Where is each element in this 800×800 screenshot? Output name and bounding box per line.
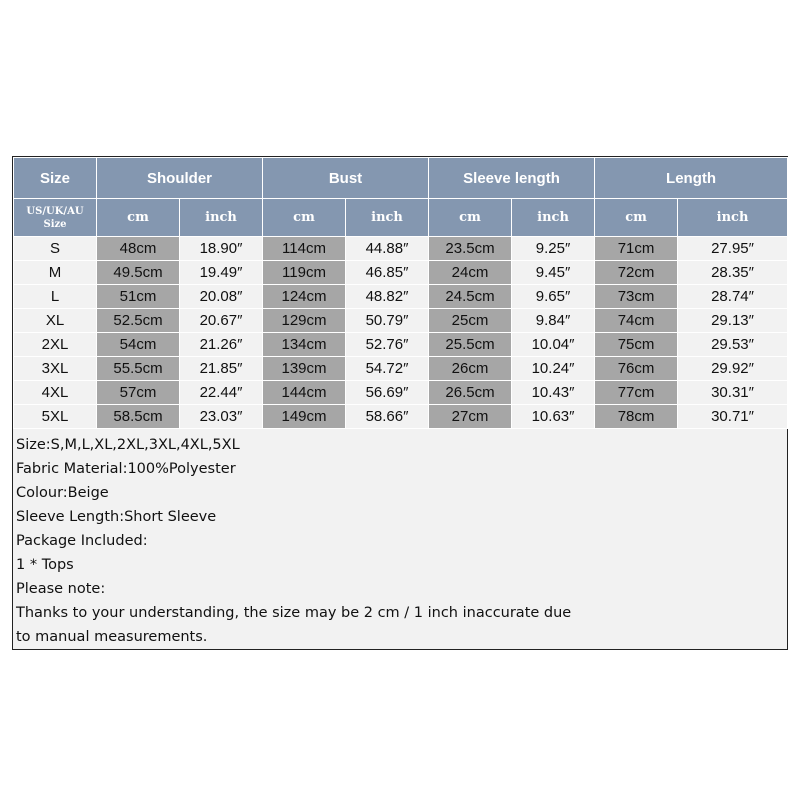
header-bust: Bust — [263, 158, 429, 199]
cell-sleeve-inch: 10.24″ — [512, 357, 595, 381]
note-line: 1 * Tops — [16, 557, 74, 573]
unit-sleeve-inch: inch — [512, 199, 595, 237]
cell-sleeve-cm: 23.5cm — [429, 237, 512, 261]
header-size: Size — [14, 158, 97, 199]
cell-bust-cm: 124cm — [263, 285, 346, 309]
table-row — [14, 309, 788, 333]
cell-bust-inch: 54.72″ — [346, 357, 429, 381]
cell-shoulder-inch: 23.03″ — [180, 405, 263, 429]
cell-shoulder-cm: 57cm — [97, 381, 180, 405]
cell-length-cm: 75cm — [595, 333, 678, 357]
cell-length-inch: 29.92″ — [678, 357, 788, 381]
note-line: Thanks to your understanding, the size may be 2 cm / 1 inch inaccurate due — [16, 605, 572, 621]
cell-length-cm: 76cm — [595, 357, 678, 381]
cell-sleeve-inch: 10.63″ — [512, 405, 595, 429]
unit-bust-inch: inch — [346, 199, 429, 237]
cell-sleeve-inch: 9.25″ — [512, 237, 595, 261]
note-line: Colour:Beige — [16, 485, 109, 501]
cell-shoulder-inch: 19.49″ — [180, 261, 263, 285]
cell-length-inch: 30.71″ — [678, 405, 788, 429]
header-region: US/UK/AU — [26, 205, 84, 217]
cell-bust-cm: 119cm — [263, 261, 346, 285]
unit-shoulder-cm: cm — [97, 199, 180, 237]
cell-bust-cm: 139cm — [263, 357, 346, 381]
cell-sleeve-inch: 9.84″ — [512, 309, 595, 333]
cell-sleeve-cm: 25.5cm — [429, 333, 512, 357]
cell-shoulder-cm: 52.5cm — [97, 309, 180, 333]
cell-size-label: XL — [14, 309, 97, 333]
table-row — [14, 333, 788, 357]
cell-shoulder-inch: 18.90″ — [180, 237, 263, 261]
cell-length-cm: 73cm — [595, 285, 678, 309]
table-row — [14, 381, 788, 405]
cell-sleeve-inch: 9.45″ — [512, 261, 595, 285]
cell-size-label: 5XL — [14, 405, 97, 429]
table-row — [14, 285, 788, 309]
cell-sleeve-cm: 27cm — [429, 405, 512, 429]
cell-size-label: L — [14, 285, 97, 309]
cell-shoulder-inch: 22.44″ — [180, 381, 263, 405]
cell-bust-inch: 50.79″ — [346, 309, 429, 333]
cell-bust-cm: 149cm — [263, 405, 346, 429]
size-table — [13, 157, 788, 429]
cell-length-cm: 77cm — [595, 381, 678, 405]
cell-length-inch: 29.53″ — [678, 333, 788, 357]
header-region-size-label: Size — [43, 218, 67, 230]
header-shoulder: Shoulder — [97, 158, 263, 199]
cell-shoulder-inch: 20.08″ — [180, 285, 263, 309]
cell-sleeve-cm: 26cm — [429, 357, 512, 381]
cell-bust-inch: 56.69″ — [346, 381, 429, 405]
cell-shoulder-cm: 49.5cm — [97, 261, 180, 285]
cell-length-inch: 30.31″ — [678, 381, 788, 405]
cell-length-cm: 72cm — [595, 261, 678, 285]
cell-length-cm: 74cm — [595, 309, 678, 333]
cell-bust-cm: 129cm — [263, 309, 346, 333]
cell-bust-inch: 52.76″ — [346, 333, 429, 357]
size-rows — [14, 237, 788, 429]
cell-sleeve-inch: 9.65″ — [512, 285, 595, 309]
table-row — [14, 261, 788, 285]
cell-bust-inch: 48.82″ — [346, 285, 429, 309]
cell-size-label: S — [14, 237, 97, 261]
header-row-units — [14, 199, 788, 237]
table-row — [14, 357, 788, 381]
unit-sleeve-cm: cm — [429, 199, 512, 237]
cell-sleeve-cm: 24cm — [429, 261, 512, 285]
cell-shoulder-cm: 51cm — [97, 285, 180, 309]
cell-shoulder-cm: 54cm — [97, 333, 180, 357]
cell-size-label: M — [14, 261, 97, 285]
note-line: Please note: — [16, 581, 106, 597]
product-notes — [16, 433, 776, 649]
cell-sleeve-cm: 26.5cm — [429, 381, 512, 405]
unit-length-inch: inch — [678, 199, 788, 237]
header-length: Length — [595, 158, 788, 199]
cell-sleeve-cm: 24.5cm — [429, 285, 512, 309]
cell-bust-cm: 144cm — [263, 381, 346, 405]
table-row — [14, 237, 788, 261]
cell-length-cm: 78cm — [595, 405, 678, 429]
cell-shoulder-cm: 55.5cm — [97, 357, 180, 381]
note-line: Package Included: — [16, 533, 148, 549]
cell-shoulder-cm: 48cm — [97, 237, 180, 261]
cell-length-inch: 28.35″ — [678, 261, 788, 285]
note-line: Size:S,M,L,XL,2XL,3XL,4XL,5XL — [16, 437, 240, 453]
cell-size-label: 3XL — [14, 357, 97, 381]
header-row-groups — [14, 158, 788, 199]
cell-length-inch: 28.74″ — [678, 285, 788, 309]
cell-length-cm: 71cm — [595, 237, 678, 261]
note-line: Sleeve Length:Short Sleeve — [16, 509, 217, 525]
cell-sleeve-inch: 10.43″ — [512, 381, 595, 405]
cell-sleeve-inch: 10.04″ — [512, 333, 595, 357]
note-line: Fabric Material:100%Polyester — [16, 461, 236, 477]
cell-bust-cm: 114cm — [263, 237, 346, 261]
table-row — [14, 405, 788, 429]
cell-bust-inch: 44.88″ — [346, 237, 429, 261]
cell-length-inch: 29.13″ — [678, 309, 788, 333]
cell-shoulder-inch: 21.85″ — [180, 357, 263, 381]
header-region-size — [14, 199, 97, 237]
cell-sleeve-cm: 25cm — [429, 309, 512, 333]
cell-shoulder-cm: 58.5cm — [97, 405, 180, 429]
unit-length-cm: cm — [595, 199, 678, 237]
header-sleeve-length: Sleeve length — [429, 158, 595, 199]
cell-bust-inch: 46.85″ — [346, 261, 429, 285]
unit-shoulder-inch: inch — [180, 199, 263, 237]
cell-size-label: 2XL — [14, 333, 97, 357]
cell-length-inch: 27.95″ — [678, 237, 788, 261]
cell-bust-inch: 58.66″ — [346, 405, 429, 429]
size-chart — [12, 156, 788, 650]
unit-bust-cm: cm — [263, 199, 346, 237]
cell-size-label: 4XL — [14, 381, 97, 405]
cell-shoulder-inch: 20.67″ — [180, 309, 263, 333]
note-line: to manual measurements. — [16, 629, 208, 645]
cell-shoulder-inch: 21.26″ — [180, 333, 263, 357]
cell-bust-cm: 134cm — [263, 333, 346, 357]
